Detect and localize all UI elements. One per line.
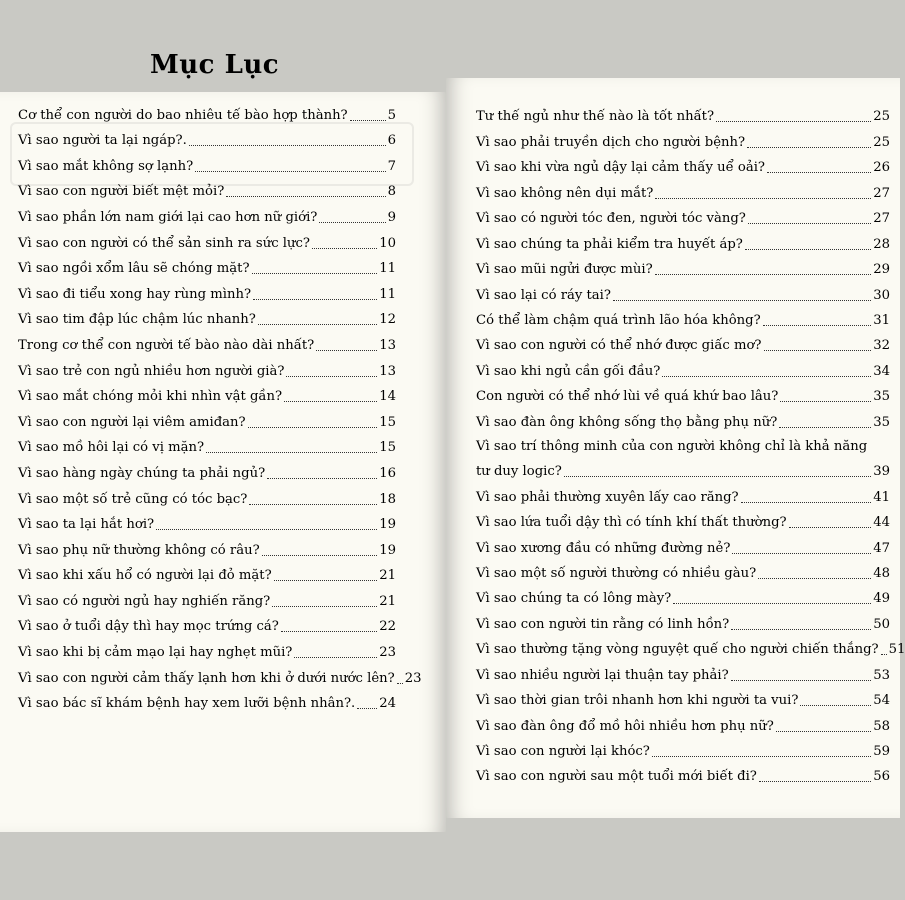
dot-leader bbox=[248, 427, 378, 428]
toc-entry-page-number: 13 bbox=[379, 337, 396, 353]
toc-entry bbox=[476, 253, 890, 278]
toc-entry bbox=[18, 584, 396, 610]
toc-entry-title: Vì sao khi vừa ngủ dậy lại cảm thấy uể oải? bbox=[476, 160, 765, 176]
toc-entry-title: Vì sao hàng ngày chúng ta phải ngủ? bbox=[18, 465, 266, 481]
toc-entry bbox=[476, 735, 890, 760]
toc-entry-page-number: 21 bbox=[379, 593, 396, 609]
dot-leader bbox=[662, 376, 871, 377]
toc-entry-title: Vì sao người ta lại ngáp?. bbox=[18, 133, 187, 149]
toc-entry-page-number: 24 bbox=[379, 696, 396, 712]
toc-entry-title: Vì sao tim đập lúc chậm lúc nhanh? bbox=[18, 312, 256, 328]
toc-entry bbox=[18, 226, 396, 252]
toc-entry bbox=[476, 100, 890, 125]
toc-entry bbox=[18, 149, 396, 175]
toc-entry-page-number: 44 bbox=[873, 515, 890, 531]
toc-entry-page-number: 12 bbox=[379, 312, 396, 328]
toc-entry-page-number: 22 bbox=[379, 619, 396, 635]
dot-leader bbox=[779, 427, 871, 428]
toc-entry bbox=[476, 709, 890, 734]
toc-entry bbox=[18, 482, 396, 508]
toc-entry-page-number: 9 bbox=[387, 209, 396, 225]
toc-entry-title: Vì sao khi ngủ cần gối đầu? bbox=[476, 363, 661, 379]
toc-entry bbox=[476, 582, 890, 607]
dot-leader bbox=[747, 147, 871, 148]
toc-entry-title: Vì sao phải thường xuyên lấy cao răng? bbox=[476, 489, 739, 505]
dot-leader bbox=[759, 781, 871, 782]
toc-entry-page-number: 7 bbox=[387, 158, 396, 174]
toc-entry-page-number: 51 bbox=[888, 642, 905, 658]
dot-leader bbox=[789, 527, 872, 528]
dot-leader bbox=[262, 555, 378, 556]
dot-leader bbox=[316, 350, 377, 351]
dot-leader bbox=[763, 325, 872, 326]
toc-entry-page-number: 11 bbox=[379, 286, 396, 302]
toc-entry-title: Vì sao một số người thường có nhiều gàu? bbox=[476, 565, 757, 581]
toc-entry-page-number: 48 bbox=[873, 565, 890, 581]
toc-entry-title: Vì sao con người cảm thấy lạnh hơn khi ở dưới nước lên? bbox=[18, 670, 395, 686]
toc-entry bbox=[476, 480, 890, 505]
toc-entry bbox=[18, 124, 396, 150]
toc-entry-title: Vì sao mũi ngửi được mùi? bbox=[476, 262, 653, 278]
toc-entry-page-number: 19 bbox=[379, 517, 396, 533]
toc-entry-page-number: 25 bbox=[873, 109, 890, 125]
toc-entry-title: Vì sao con người lại viêm amiđan? bbox=[18, 414, 246, 430]
toc-entry bbox=[18, 354, 396, 380]
toc-entry-page-number: 47 bbox=[873, 540, 890, 556]
toc-entry-title: Vì sao chúng ta có lông mày? bbox=[476, 591, 672, 607]
toc-entry-page-number: 28 bbox=[873, 236, 890, 252]
dot-leader bbox=[274, 580, 378, 581]
toc-entry-page-number: 16 bbox=[379, 465, 396, 481]
toc-entry bbox=[476, 125, 890, 150]
toc-entry-title: Vì sao đi tiểu xong hay rùng mình? bbox=[18, 286, 252, 302]
toc-entry-page-number: 54 bbox=[873, 693, 890, 709]
toc-entry-title: Vì sao thường tặng vòng nguyệt quế cho người chiến thắng? bbox=[476, 642, 879, 658]
toc-entry-page-number: 29 bbox=[873, 262, 890, 278]
toc-entry-title: Vì sao không nên dụi mắt? bbox=[476, 185, 654, 201]
toc-entry-page-number: 11 bbox=[379, 261, 396, 277]
dot-leader bbox=[252, 273, 378, 274]
toc-entry-page-number: 15 bbox=[379, 440, 396, 456]
toc-entry-page-number: 19 bbox=[379, 542, 396, 558]
toc-entry bbox=[18, 508, 396, 534]
dot-leader bbox=[716, 121, 871, 122]
dot-leader bbox=[319, 222, 385, 223]
dot-leader bbox=[397, 683, 403, 684]
toc-entry bbox=[476, 329, 890, 354]
dot-leader bbox=[206, 452, 377, 453]
toc-entry-page-number: 15 bbox=[379, 414, 396, 430]
toc-entry bbox=[18, 610, 396, 636]
dot-leader bbox=[731, 680, 872, 681]
toc-entry-title: Vì sao phần lớn nam giới lại cao hơn nữ giới? bbox=[18, 209, 318, 225]
toc-entry-title: Vì sao nhiều người lại thuận tay phải? bbox=[476, 667, 729, 683]
toc-entry-page-number: 34 bbox=[873, 363, 890, 379]
toc-entry bbox=[18, 687, 396, 713]
dot-leader bbox=[267, 478, 377, 479]
toc-entry bbox=[476, 557, 890, 582]
toc-entry-title-line2: tư duy logic? bbox=[476, 464, 562, 480]
toc-entry-page-number: 13 bbox=[379, 363, 396, 379]
toc-entry-title: Vì sao khi bị cảm mạo lại hay nghẹt mũi? bbox=[18, 645, 293, 661]
dot-leader bbox=[281, 631, 377, 632]
toc-entry-page-number: 23 bbox=[404, 670, 422, 686]
dot-leader bbox=[780, 401, 871, 402]
toc-entry-title: Vì sao lại có ráy tai? bbox=[476, 287, 611, 303]
toc-entry-page-number: 56 bbox=[873, 769, 890, 785]
toc-entry-title: Vì sao bác sĩ khám bệnh hay xem lưỡi bệnh nhân?. bbox=[18, 696, 356, 712]
toc-list-right bbox=[476, 100, 905, 785]
dot-leader bbox=[613, 300, 871, 301]
toc-entry bbox=[476, 354, 890, 379]
toc-entry-title: Vì sao phụ nữ thường không có râu? bbox=[18, 542, 260, 558]
toc-entry-title: Vì sao ta lại hắt hơi? bbox=[18, 517, 155, 533]
toc-entry-title: Vì sao con người sau một tuổi mới biết đi? bbox=[476, 769, 757, 785]
toc-entry-page-number: 25 bbox=[873, 134, 890, 150]
toc-entry bbox=[476, 633, 905, 658]
toc-entry bbox=[476, 658, 890, 683]
toc-entry-page-number: 14 bbox=[379, 389, 396, 405]
toc-entry-page-number: 5 bbox=[387, 107, 396, 123]
toc-entry bbox=[476, 151, 890, 176]
dot-leader bbox=[745, 249, 871, 250]
toc-entry bbox=[476, 684, 890, 709]
toc-entry-page-number: 18 bbox=[379, 491, 396, 507]
toc-entry-wrapped bbox=[476, 431, 890, 481]
dot-leader bbox=[800, 705, 871, 706]
toc-entry bbox=[18, 380, 396, 406]
dot-leader bbox=[357, 708, 377, 709]
toc-entry-title: Con người có thể nhớ lùi về quá khứ bao lâu? bbox=[476, 389, 779, 405]
toc-entry bbox=[18, 456, 396, 482]
toc-entry-page-number: 41 bbox=[873, 489, 890, 505]
dot-leader bbox=[272, 606, 377, 607]
toc-entry bbox=[476, 531, 890, 556]
toc-entry bbox=[476, 380, 890, 405]
toc-entry bbox=[18, 303, 396, 329]
dot-leader bbox=[195, 171, 385, 172]
toc-entry bbox=[476, 278, 890, 303]
dot-leader bbox=[673, 603, 871, 604]
toc-entry bbox=[476, 176, 890, 201]
toc-entry-page-number: 35 bbox=[873, 414, 890, 430]
toc-entry-page-number: 10 bbox=[379, 235, 396, 251]
toc-entry-page-number: 6 bbox=[387, 133, 396, 149]
toc-entry-title: Vì sao đàn ông không sống thọ bằng phụ nữ? bbox=[476, 414, 778, 430]
dot-leader bbox=[652, 756, 871, 757]
toc-entry-page-number: 30 bbox=[873, 287, 890, 303]
toc-entry-title: Vì sao thời gian trôi nhanh hơn khi người ta vui? bbox=[476, 693, 799, 709]
toc-entry bbox=[18, 328, 396, 354]
toc-entry-page-number: 39 bbox=[873, 464, 890, 480]
toc-entry-page-number: 53 bbox=[873, 667, 890, 683]
dot-leader bbox=[776, 731, 871, 732]
toc-entry bbox=[18, 200, 396, 226]
dot-leader bbox=[284, 401, 377, 402]
toc-entry-page-number: 49 bbox=[873, 591, 890, 607]
toc-entry-title: Vì sao chúng ta phải kiểm tra huyết áp? bbox=[476, 236, 743, 252]
toc-entry bbox=[18, 98, 396, 124]
toc-entry bbox=[18, 635, 396, 661]
toc-entry bbox=[18, 559, 396, 585]
dot-leader bbox=[732, 553, 871, 554]
toc-entry-page-number: 26 bbox=[873, 160, 890, 176]
toc-entry-title: Vì sao mắt chóng mỏi khi nhìn vật gần? bbox=[18, 389, 283, 405]
toc-list-left bbox=[18, 98, 422, 712]
toc-entry-page-number: 23 bbox=[379, 645, 396, 661]
toc-entry-page-number: 35 bbox=[873, 389, 890, 405]
toc-entry-page-number: 32 bbox=[873, 338, 890, 354]
dot-leader bbox=[764, 350, 872, 351]
toc-entry-page-number: 27 bbox=[873, 211, 890, 227]
toc-entry-title: Vì sao một số trẻ cũng có tóc bạc? bbox=[18, 491, 248, 507]
toc-entry bbox=[18, 431, 396, 457]
toc-entry-title: Vì sao đàn ông đổ mồ hôi nhiều hơn phụ nữ? bbox=[476, 718, 774, 734]
toc-entry-title: Vì sao phải truyền dịch cho người bệnh? bbox=[476, 134, 746, 150]
toc-entry-title: Vì sao có người ngủ hay nghiến răng? bbox=[18, 593, 271, 609]
toc-entry-page-number: 27 bbox=[873, 185, 890, 201]
toc-entry bbox=[476, 506, 890, 531]
dot-leader bbox=[741, 502, 872, 503]
toc-entry-title: Vì sao lứa tuổi dậy thì có tính khí thất thường? bbox=[476, 515, 787, 531]
toc-entry-title: Vì sao ngồi xổm lâu sẽ chóng mặt? bbox=[18, 261, 250, 277]
dot-leader bbox=[350, 120, 386, 121]
toc-entry-page-number: 21 bbox=[379, 568, 396, 584]
toc-entry-title: Vì sao con người biết mệt mỏi? bbox=[18, 184, 225, 200]
dot-leader bbox=[294, 657, 377, 658]
toc-entry-title: Vì sao mồ hôi lại có vị mặn? bbox=[18, 440, 205, 456]
dot-leader bbox=[249, 504, 377, 505]
toc-entry bbox=[476, 760, 890, 785]
toc-entry bbox=[18, 533, 396, 559]
toc-entry-title: Vì sao con người lại khóc? bbox=[476, 744, 650, 759]
toc-entry-title: Vì sao xương đầu có những đường nẻ? bbox=[476, 540, 731, 556]
toc-entry-title: Tư thế ngủ như thế nào là tốt nhất? bbox=[476, 109, 715, 125]
toc-entry-line2 bbox=[476, 455, 890, 481]
dot-leader bbox=[881, 654, 887, 655]
toc-entry bbox=[476, 227, 890, 252]
toc-entry bbox=[18, 405, 396, 431]
dot-leader bbox=[156, 529, 377, 530]
toc-entry bbox=[18, 661, 422, 687]
dot-leader bbox=[748, 223, 871, 224]
toc-entry-title: Trong cơ thể con người tế bào nào dài nhất? bbox=[18, 337, 315, 353]
dot-leader bbox=[767, 172, 871, 173]
toc-entry-page-number: 8 bbox=[387, 184, 396, 200]
dot-leader bbox=[312, 248, 377, 249]
toc-entry-page-number: 31 bbox=[873, 312, 890, 328]
toc-entry-title: Cơ thể con người do bao nhiêu tế bào hợp thành? bbox=[18, 107, 348, 123]
dot-leader bbox=[253, 299, 377, 300]
toc-entry bbox=[18, 277, 396, 303]
toc-entry bbox=[476, 202, 890, 227]
toc-entry bbox=[476, 405, 890, 430]
toc-entry-title: Vì sao con người có thể sản sinh ra sức lực? bbox=[18, 235, 310, 251]
dot-leader bbox=[758, 578, 871, 579]
toc-entry-title: Vì sao ở tuổi dậy thì hay mọc trứng cá? bbox=[18, 619, 279, 635]
toc-entry bbox=[18, 252, 396, 278]
dot-leader bbox=[655, 198, 871, 199]
toc-entry-page-number: 59 bbox=[873, 744, 890, 759]
toc-entry bbox=[18, 175, 396, 201]
toc-entry-title: Vì sao con người tin rằng có linh hồn? bbox=[476, 616, 730, 632]
toc-entry-title: Vì sao trẻ con ngủ nhiều hơn người già? bbox=[18, 363, 285, 379]
toc-entry bbox=[476, 607, 890, 632]
toc-entry-title: Vì sao khi xấu hổ có người lại đỏ mặt? bbox=[18, 568, 272, 584]
dot-leader bbox=[286, 376, 377, 377]
dot-leader bbox=[655, 274, 872, 275]
dot-leader bbox=[226, 196, 385, 197]
toc-entry-title: Vì sao con người có thể nhớ được giấc mơ? bbox=[476, 338, 762, 354]
dot-leader bbox=[564, 476, 871, 477]
dot-leader bbox=[731, 629, 871, 630]
toc-entry-title: Có thể làm chậm quá trình lão hóa không? bbox=[476, 312, 761, 328]
toc-entry bbox=[476, 304, 890, 329]
toc-entry-page-number: 58 bbox=[873, 718, 890, 734]
dot-leader bbox=[258, 324, 377, 325]
page-title: Mục Lục bbox=[150, 50, 280, 80]
toc-entry-title: Vì sao mắt không sợ lạnh? bbox=[18, 158, 194, 174]
toc-entry-title-line1: Vì sao trí thông minh của con người không chỉ là khả năng bbox=[476, 438, 868, 454]
toc-entry-title: Vì sao có người tóc đen, người tóc vàng? bbox=[476, 211, 746, 227]
dot-leader bbox=[189, 145, 386, 146]
toc-entry-page-number: 50 bbox=[873, 616, 890, 632]
